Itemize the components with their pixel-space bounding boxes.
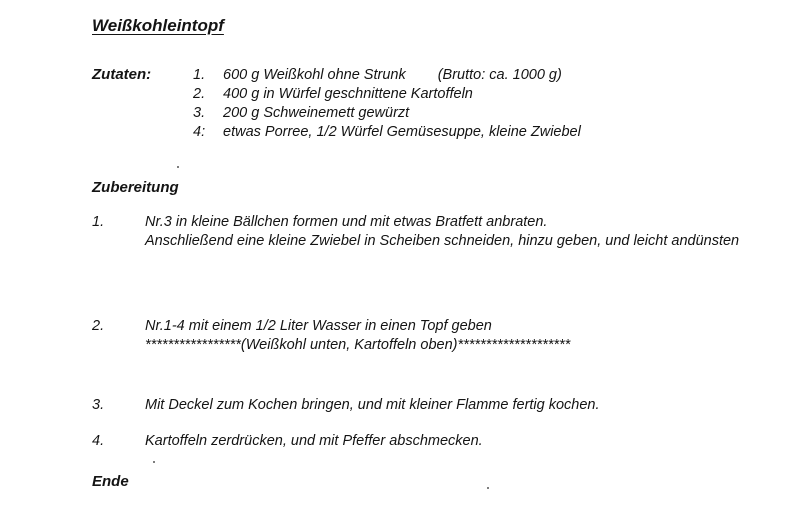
scan-speck	[177, 166, 179, 168]
ingredient-number: 1.	[193, 67, 206, 83]
scan-speck	[487, 487, 489, 489]
step-text: Nr.1-4 mit einem 1/2 Liter Wasser in einen Topf geben *****************(Weißkohl unten, Kartoffeln oben)********************	[145, 318, 571, 353]
ingredient-number: 4:	[193, 124, 206, 140]
end-label: Ende	[92, 473, 129, 490]
preparation-heading: Zubereitung	[92, 179, 179, 196]
ingredients-list	[193, 66, 581, 142]
scan-speck	[153, 461, 155, 463]
ingredient-item	[193, 85, 581, 104]
ingredient-item	[193, 104, 581, 123]
step-number: 4.	[92, 433, 105, 449]
step-number: 3.	[92, 397, 105, 413]
preparation-step	[92, 317, 765, 355]
ingredient-text: 200 g Schweinemett gewürzt	[223, 105, 410, 121]
ingredient-item	[193, 66, 581, 85]
step-text: Mit Deckel zum Kochen bringen, und mit kleiner Flamme fertig kochen.	[145, 397, 600, 413]
ingredient-text: 400 g in Würfel geschnittene Kartoffeln	[223, 86, 473, 102]
ingredient-text: 600 g Weißkohl ohne Strunk	[223, 67, 406, 83]
step-text: Kartoffeln zerdrücken, und mit Pfeffer abschmecken.	[145, 433, 483, 449]
ingredient-number: 3.	[193, 105, 206, 121]
preparation-step	[92, 396, 765, 415]
ingredient-text: etwas Porree, 1/2 Würfel Gemüsesuppe, kleine Zwiebel	[223, 124, 581, 140]
preparation-step	[92, 213, 765, 251]
step-text: Nr.3 in kleine Bällchen formen und mit etwas Bratfett anbraten. Anschließend eine kleine Zwiebel in Scheiben schneiden, hinzu geben, und leicht andünsten	[145, 214, 740, 249]
ingredients-label: Zutaten:	[92, 66, 152, 83]
ingredient-number: 2.	[193, 86, 206, 102]
preparation-step	[92, 432, 765, 451]
ingredient-item	[193, 123, 581, 142]
step-number: 1.	[92, 214, 105, 230]
recipe-title: Weißkohleintopf	[92, 16, 224, 35]
ingredient-note: (Brutto: ca. 1000 g)	[437, 67, 562, 83]
step-number: 2.	[92, 318, 105, 334]
